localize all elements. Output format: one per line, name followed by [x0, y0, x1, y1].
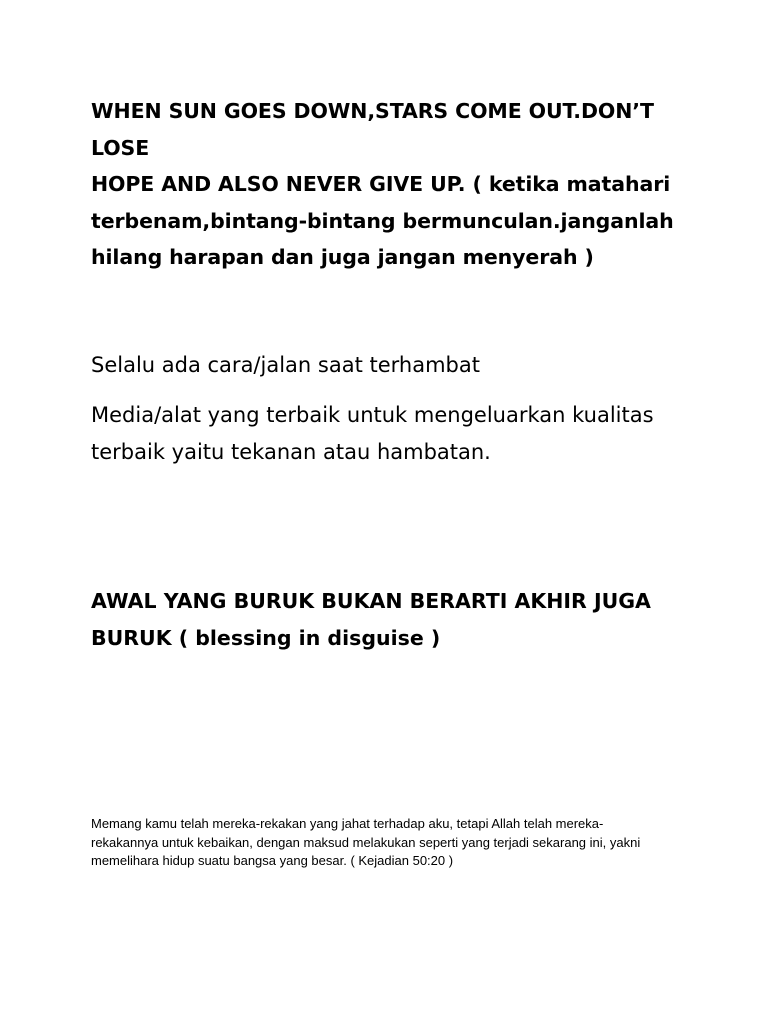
bible-verse-paragraph	[91, 815, 691, 871]
verse-line: rekakannya untuk kebaikan, dengan maksud melakukan seperti yang terjadi sekarang ini, yakni	[91, 834, 641, 850]
quote1-line: terbenam,bintang-bintang bermunculan.janganlah	[91, 208, 674, 233]
paragraph-media-alat	[91, 397, 711, 470]
quote1-line: WHEN SUN GOES DOWN,STARS COME OUT.DON’T LOSE	[91, 99, 654, 160]
para2-line: terbaik yaitu tekanan atau hambatan.	[91, 439, 491, 464]
verse-line: memelihara hidup suatu bangsa yang besar. ( Kejadian 50:20 )	[91, 853, 454, 868]
quote1-line: hilang harapan dan juga jangan menyerah )	[91, 245, 594, 269]
paragraph-selalu-ada-cara: Selalu ada cara/jalan saat terhambat	[91, 353, 480, 377]
quote1-line: HOPE AND ALSO NEVER GIVE UP. ( ketika matahari	[91, 172, 671, 196]
verse-line: Memang kamu telah mereka-rekakan yang jahat terhadap aku, tetapi Allah telah mereka-	[91, 816, 604, 831]
quote2-line: BURUK ( blessing in disguise )	[91, 625, 441, 650]
motivational-quote-bold	[91, 93, 711, 276]
para2-line: Media/alat yang terbaik untuk mengeluarkan kualitas	[91, 403, 654, 427]
quote2-line: AWAL YANG BURUK BUKAN BERARTI AKHIR JUGA	[91, 589, 651, 613]
awal-yang-buruk-quote-bold	[91, 583, 711, 656]
